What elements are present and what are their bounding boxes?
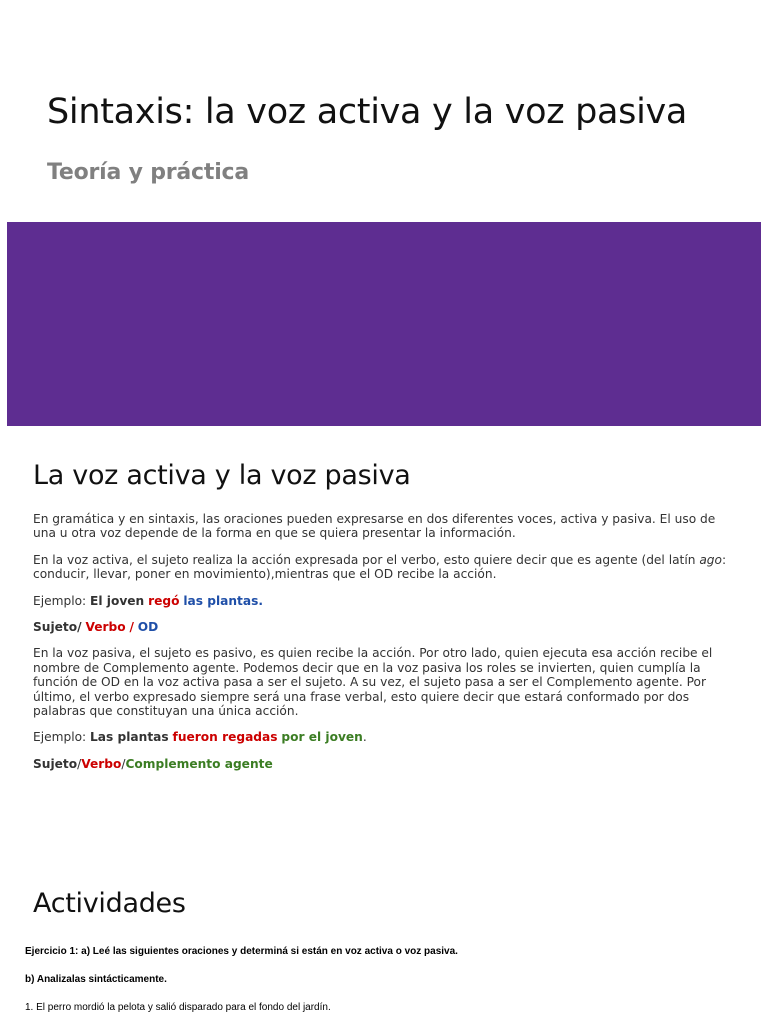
example2-agent: por el joven [281, 730, 363, 745]
legend-subject: Sujeto/ [33, 620, 82, 635]
section-body [33, 512, 733, 783]
legend-active [33, 620, 733, 634]
legend2-slash1: / [77, 756, 82, 771]
paragraph-intro: En gramática y en sintaxis, las oraciones pueden expresarse en dos diferentes voces, activa y pasiva. El uso de una u otra voz depende de la forma en que se quiera presentar la información. [33, 512, 716, 541]
example-passive [33, 730, 733, 744]
example2-end: . [362, 730, 367, 745]
example-active [33, 594, 733, 608]
page-title: Sintaxis: la voz activa y la voz pasiva [47, 92, 688, 132]
example-prefix: Ejemplo: [33, 593, 91, 608]
example2-verb: fueron regadas [172, 730, 278, 745]
example-verb: regó [148, 593, 180, 608]
exercise-1-instruction: Ejercicio 1: a) Leé las siguientes oraciones y determiná si están en voz activa o voz pasiva. [25, 946, 458, 957]
example-subject: El joven [90, 593, 145, 608]
legend2-slash2: / [121, 756, 126, 771]
latin-word: ago [699, 552, 722, 567]
example-od: las plantas. [183, 593, 263, 608]
legend-passive [33, 757, 733, 771]
example2-subject: Las plantas [90, 730, 169, 745]
legend2-verb: Verbo [81, 756, 122, 771]
paragraph-active [33, 553, 733, 582]
paragraph-active-start: En la voz activa, el sujeto realiza la acción expresada por el verbo, esto quiere decir que es agente (del latín [33, 552, 700, 567]
example2-prefix: Ejemplo: [33, 730, 91, 745]
exercise-1b-instruction: b) Analizalas sintácticamente. [25, 974, 167, 985]
exercise-item-1: 1. El perro mordió la pelota y salió disparado para el fondo del jardín. [25, 1002, 331, 1013]
purple-banner [7, 222, 761, 426]
legend-od: OD [137, 620, 159, 635]
legend-verb: Verbo [85, 620, 126, 635]
legend2-subject: Sujeto [33, 756, 78, 771]
legend2-agent: Complemento agente [125, 756, 273, 771]
paragraph-passive: En la voz pasiva, el sujeto es pasivo, es quien recibe la acción. Por otro lado, quien ejecuta esa acción recibe el nombre de Complemento agente. Podemos decir que en la voz pasiva los roles se invierten, quien cumplía la función de OD en la voz activa pasa a ser el sujeto. A su vez, el sujeto pasa a ser el Complemento agente. Por último, el verbo expresado siempre será una frase verbal, esto quiere decir que estará conformado por dos palabras que constituyan una única acción. [33, 646, 713, 719]
paragraph-active-end: : conducir, llevar, poner en movimiento),mientras que el OD recibe la acción. [33, 552, 727, 582]
page-subtitle: Teoría y práctica [47, 160, 250, 185]
section-heading-actividades: Actividades [33, 888, 186, 919]
section-heading-voz: La voz activa y la voz pasiva [33, 460, 411, 491]
legend-slash: / [129, 620, 134, 635]
